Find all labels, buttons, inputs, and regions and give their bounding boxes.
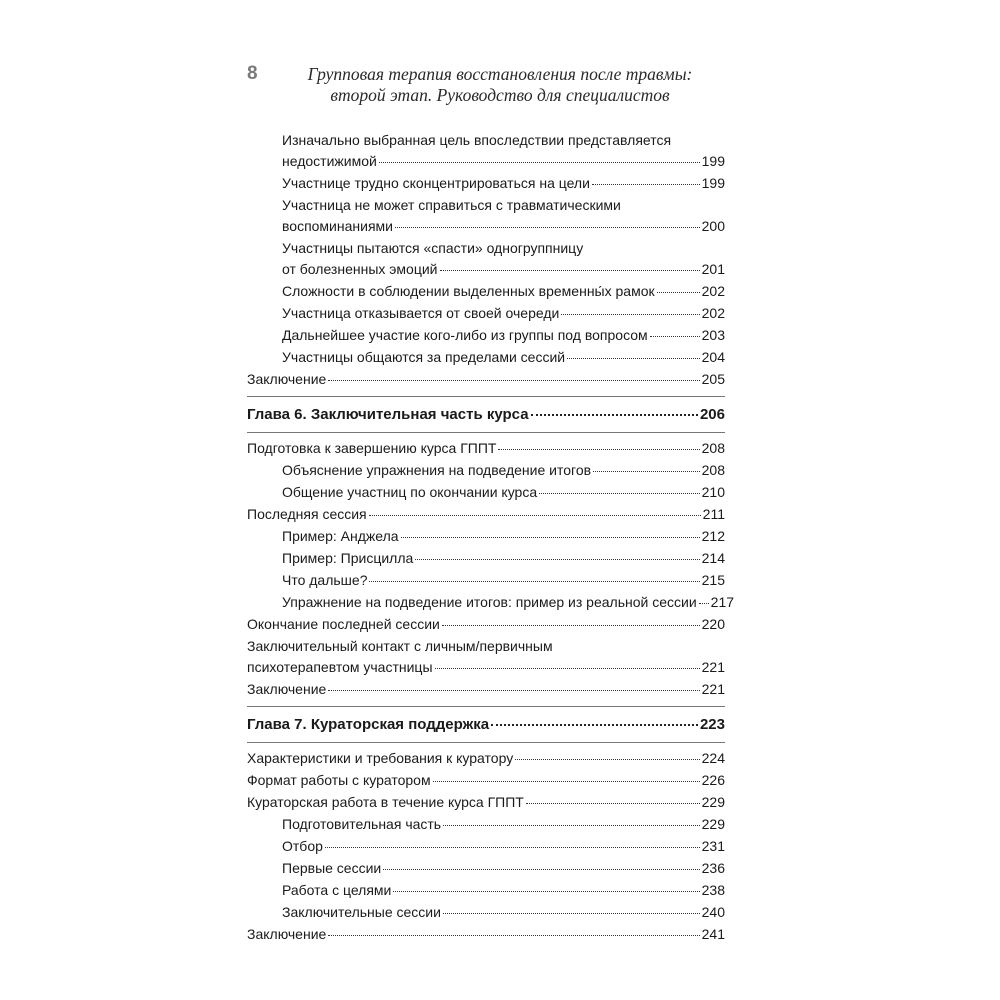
toc-entry-text: Участницы пытаются «спасти» одногруппницу (282, 240, 584, 256)
toc-page-number: 231 (701, 838, 725, 854)
toc-page-number: 229 (701, 816, 725, 832)
toc-entry-row (247, 504, 725, 525)
leader-dots (567, 358, 700, 359)
toc-page-number: 210 (701, 484, 725, 500)
toc-entry-row (247, 657, 725, 678)
toc-entry (247, 902, 725, 923)
toc-entry-text: недостижимой (282, 153, 377, 169)
toc-page-number: 199 (701, 175, 725, 191)
toc-page-number: 205 (701, 371, 725, 387)
toc-entry-row (247, 325, 725, 346)
toc-page-number: 199 (701, 153, 725, 169)
toc-page-number: 202 (701, 283, 725, 299)
table-of-contents (247, 130, 735, 946)
toc-entry-text: Заключительный контакт с личным/первичным (247, 638, 553, 654)
chapter-divider (247, 396, 725, 397)
chapter-title: Глава 6. Заключительная часть курса (247, 406, 529, 423)
leader-dots (383, 869, 699, 870)
leader-dots (515, 759, 699, 760)
toc-entry (247, 173, 725, 194)
toc-page-number: 201 (701, 261, 725, 277)
running-header-line: Групповая терапия восстановления после травмы: (307, 64, 693, 84)
toc-entry-row (247, 880, 725, 901)
toc-section-chapter5-end (247, 130, 725, 390)
toc-entry-row (247, 614, 725, 635)
toc-entry-text: Последняя сессия (247, 506, 367, 522)
toc-entry-row (247, 482, 725, 503)
toc-page-number: 240 (701, 904, 725, 920)
toc-entry-text: психотерапевтом участницы (247, 659, 433, 675)
toc-entry-row (247, 570, 725, 591)
toc-entry-text: Участница отказывается от своей очереди (282, 305, 560, 321)
toc-entry-row (247, 770, 725, 791)
toc-entry-row (247, 281, 725, 302)
chapter-divider (247, 742, 725, 743)
toc-entry-text: Заключение (247, 926, 327, 942)
leader-dots (657, 292, 700, 293)
toc-entry-text: Что дальше? (282, 572, 368, 588)
toc-section-chapter6 (247, 438, 735, 700)
toc-page-number: 204 (701, 349, 725, 365)
toc-entry (247, 482, 725, 503)
toc-entry (247, 814, 725, 835)
leader-dots (443, 825, 700, 826)
leader-dots (325, 847, 700, 848)
toc-entry (247, 570, 725, 591)
toc-entry (247, 548, 725, 569)
toc-section-chapter7 (247, 748, 725, 945)
toc-entry-row (282, 151, 725, 172)
leader-dots (539, 493, 700, 494)
leader-dots (415, 559, 699, 560)
toc-entry-row (247, 858, 725, 879)
toc-page-number: 229 (701, 794, 725, 810)
toc-entry-text: Характеристики и требования к куратору (247, 750, 514, 766)
toc-entry-text: Формат работы с куратором (247, 772, 431, 788)
page-number: 8 (247, 63, 258, 84)
toc-entry-row (247, 836, 725, 857)
leader-dots (442, 625, 700, 626)
toc-page-number: 203 (701, 327, 725, 343)
toc-entry-multiline (247, 238, 725, 280)
toc-page-number: 202 (701, 305, 725, 321)
toc-entry-text: воспоминаниями (282, 218, 393, 234)
leader-dots (440, 270, 700, 271)
toc-page-number: 211 (702, 506, 725, 522)
toc-entry (247, 526, 725, 547)
leader-dots (699, 603, 709, 604)
toc-entry (247, 858, 725, 879)
toc-entry-text: Участница не может справиться с травматическими (282, 197, 621, 213)
chapter-divider (247, 432, 725, 433)
toc-entry-text: Изначально выбранная цель впоследствии представляется (282, 132, 672, 148)
toc-entry-row (247, 679, 725, 700)
toc-entry-text: Подготовительная часть (282, 816, 442, 832)
toc-entry-row (247, 173, 725, 194)
toc-entry (247, 130, 725, 172)
toc-entry-row (247, 526, 725, 547)
toc-entry-text: Заключение (247, 371, 327, 387)
toc-entry-row (247, 548, 725, 569)
leader-dots (526, 803, 700, 804)
chapter-divider (247, 706, 725, 707)
toc-entry (247, 238, 725, 280)
toc-page-number: 214 (701, 550, 725, 566)
toc-entry (247, 924, 725, 945)
toc-entry-row (247, 902, 725, 923)
toc-entry-text: Упражнение на подведение итогов: пример из реальной сессии (282, 594, 697, 610)
toc-entry-text: Заключение (247, 681, 327, 697)
toc-page-number: 200 (701, 218, 725, 234)
toc-page-number: 212 (701, 528, 725, 544)
running-header-title (290, 64, 710, 106)
toc-entry-row (247, 347, 725, 368)
toc-entry-text: Участницы общаются за пределами сессий (282, 349, 566, 365)
leader-dots (328, 690, 699, 691)
toc-entry-row (247, 592, 735, 613)
leader-dots (592, 184, 700, 185)
chapter-title: Глава 7. Кураторская поддержка (247, 716, 490, 733)
toc-entry-text: Кураторская работа в течение курса ГППТ (247, 794, 524, 810)
toc-entry-text: Подготовка к завершению курса ГППТ (247, 440, 497, 456)
leader-dots (369, 515, 701, 516)
leader-dots (531, 414, 698, 416)
toc-page-number: 215 (701, 572, 725, 588)
toc-entry (247, 636, 725, 678)
leader-dots (435, 668, 700, 669)
chapter-page-number: 206 (699, 406, 725, 423)
toc-entry-multiline (247, 195, 725, 237)
toc-entry-multiline (247, 130, 725, 172)
toc-entry (247, 438, 725, 459)
toc-entry (247, 614, 725, 635)
toc-page-number: 226 (701, 772, 725, 788)
toc-entry-text: Пример: Анджела (282, 528, 399, 544)
toc-entry (247, 792, 725, 813)
toc-entry (247, 347, 725, 368)
toc-entry (247, 460, 725, 481)
toc-entry-row (247, 814, 725, 835)
toc-entry (247, 679, 725, 700)
toc-entry-text: Окончание последней сессии (247, 616, 440, 632)
toc-page-number: 236 (701, 860, 725, 876)
toc-chapter-heading (247, 714, 725, 736)
leader-dots (379, 162, 700, 163)
toc-entry (247, 880, 725, 901)
toc-entry (247, 592, 735, 613)
leader-dots (561, 314, 699, 315)
toc-entry (247, 325, 725, 346)
toc-entry (247, 195, 725, 237)
toc-entry (247, 369, 725, 390)
leader-dots (328, 935, 699, 936)
leader-dots (393, 891, 699, 892)
toc-entry-row (282, 259, 725, 280)
toc-entry-text: Дальнейшее участие кого-либо из группы под вопросом (282, 327, 648, 343)
toc-entry-row (247, 924, 725, 945)
toc-page-number: 208 (701, 440, 725, 456)
toc-entry-text: от болезненных эмоций (282, 261, 438, 277)
toc-entry-row (247, 460, 725, 481)
toc-page-number: 217 (710, 594, 735, 610)
toc-entry-text: Работа с целями (282, 882, 392, 898)
leader-dots (491, 724, 698, 726)
toc-entry-row (247, 369, 725, 390)
toc-entry-text: Первые сессии (282, 860, 382, 876)
toc-entry (247, 303, 725, 324)
toc-entry (247, 281, 725, 302)
toc-entry (247, 836, 725, 857)
toc-entry (247, 504, 725, 525)
leader-dots (593, 471, 700, 472)
toc-page-number: 221 (701, 681, 725, 697)
leader-dots (401, 537, 700, 538)
toc-entry (247, 770, 725, 791)
leader-dots (650, 336, 700, 337)
toc-entry-text: Участнице трудно сконцентрироваться на цели (282, 175, 590, 191)
toc-page-number: 238 (701, 882, 725, 898)
toc-entry-row (247, 748, 725, 769)
toc-entry-text: Отбор (282, 838, 323, 854)
toc-entry-multiline (247, 636, 725, 678)
toc-entry-text: Пример: Присцилла (282, 550, 414, 566)
toc-entry-row (247, 792, 725, 813)
toc-page-number: 220 (701, 616, 725, 632)
leader-dots (498, 449, 699, 450)
toc-entry-row (282, 216, 725, 237)
toc-entry-text: Общение участниц по окончании курса (282, 484, 538, 500)
toc-entry-row (247, 438, 725, 459)
toc-entry-text: Заключительные сессии (282, 904, 441, 920)
leader-dots (443, 913, 700, 914)
leader-dots (395, 227, 700, 228)
chapter-page-number: 223 (699, 716, 725, 733)
toc-page-number: 224 (701, 750, 725, 766)
toc-entry-row (247, 303, 725, 324)
toc-chapter-heading (247, 404, 725, 426)
toc-page-number: 208 (701, 462, 725, 478)
toc-entry-text: Сложности в соблюдении выделенных временны́х рамок (282, 283, 655, 299)
toc-page-number: 241 (701, 926, 725, 942)
toc-entry-text: Объяснение упражнения на подведение итогов (282, 462, 592, 478)
running-header-line: второй этап. Руководство для специалистов (330, 85, 670, 105)
leader-dots (328, 380, 699, 381)
toc-page-number: 221 (701, 659, 725, 675)
toc-entry (247, 748, 725, 769)
leader-dots (369, 581, 699, 582)
leader-dots (433, 781, 700, 782)
